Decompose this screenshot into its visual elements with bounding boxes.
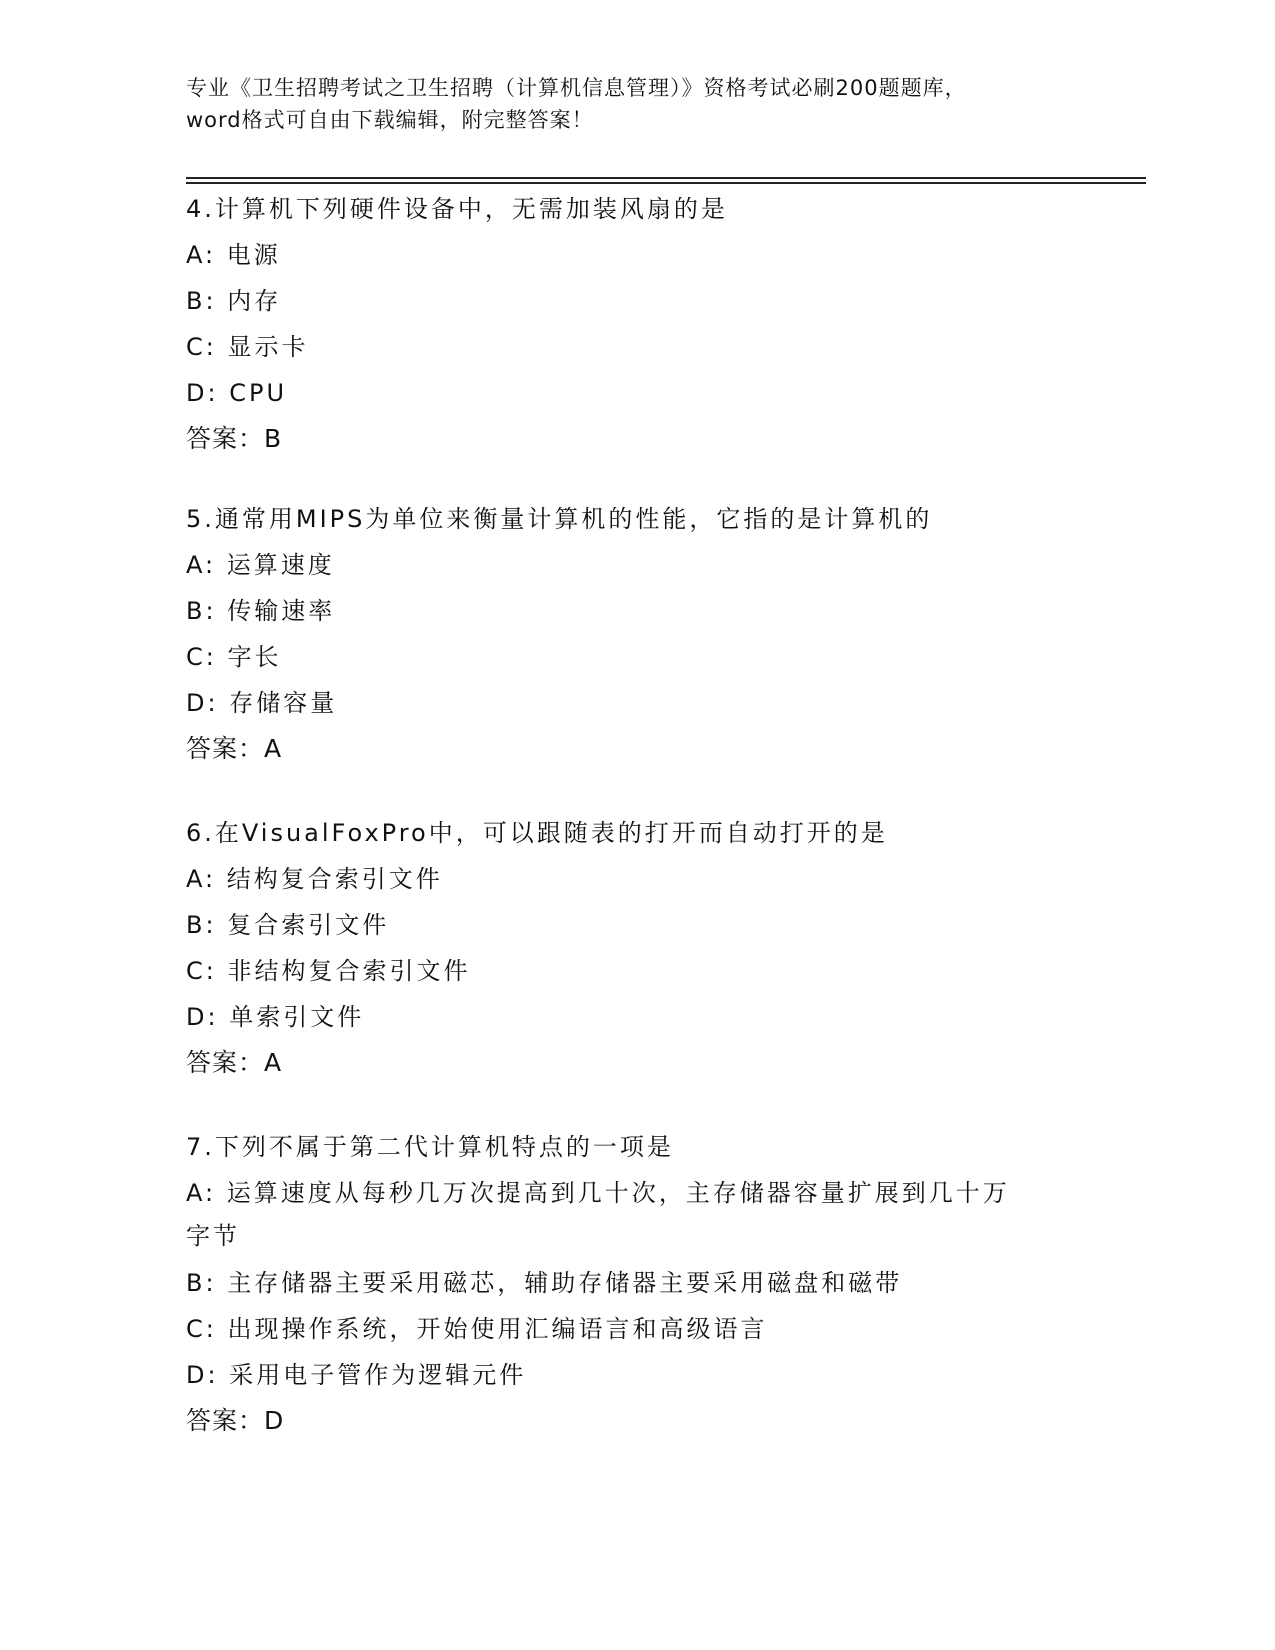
option-text: 非结构复合索引文件 [227,957,471,985]
answer-line: 答案：A [186,734,283,763]
question-stem: 6.在VisualFoxPro中，可以跟随表的打开而自动打开的是 [186,819,888,847]
question-stem: 5.通常用MIPS为单位来衡量计算机的性能，它指的是计算机的 [186,505,933,533]
option-a [186,1170,1146,1216]
option-letter: A: [186,551,217,579]
option-b [186,278,1146,324]
option-text: 运算速度从每秒几万次提高到几十次，主存储器容量扩展到几十万 [226,1179,1010,1207]
answer-line: 答案：B [186,424,283,453]
option-text: 单索引文件 [229,1003,365,1031]
option-letter: C: [186,1315,217,1343]
option-letter: B: [186,911,217,939]
option-text: 运算速度 [226,551,335,579]
option-text: 字长 [227,643,282,671]
option-c [186,324,1146,370]
option-d [186,1352,1146,1398]
option-text: 采用电子管作为逻辑元件 [229,1361,527,1389]
option-d [186,370,1146,416]
option-letter: B: [186,597,217,625]
option-letter: C: [186,643,217,671]
question-stem: 4.计算机下列硬件设备中，无需加装风扇的是 [186,195,728,223]
option-letter: D: [186,689,219,717]
option-b [186,1260,1146,1306]
question-4 [186,186,1146,462]
question-5 [186,496,1146,772]
option-d [186,994,1146,1040]
option-text: 存储容量 [229,689,338,717]
option-letter: C: [186,957,217,985]
header-line-2: word格式可自由下载编辑，附完整答案！ [186,108,594,132]
option-a [186,542,1146,588]
header-divider-bottom [186,182,1146,184]
option-text: 主存储器主要采用磁芯，辅助存储器主要采用磁盘和磁带 [227,1269,903,1297]
header-divider-top [186,177,1146,179]
answer-line: 答案：D [186,1406,285,1435]
option-letter: B: [186,1269,217,1297]
header-line-1: 专业《卫生招聘考试之卫生招聘（计算机信息管理）》资格考试必刷200题题库， [186,76,967,100]
option-c [186,634,1146,680]
option-letter: A: [186,865,217,893]
option-letter: D: [186,1361,219,1389]
option-letter: B: [186,287,217,315]
option-text: 结构复合索引文件 [226,865,443,893]
option-text: 复合索引文件 [227,911,390,939]
option-letter: D: [186,379,219,407]
option-c [186,1306,1146,1352]
option-a-continuation: 字节 [186,1222,240,1250]
question-6 [186,810,1146,1086]
option-b [186,588,1146,634]
option-a [186,856,1146,902]
option-d [186,680,1146,726]
option-b [186,902,1146,948]
option-text: 出现操作系统，开始使用汇编语言和高级语言 [227,1315,768,1343]
option-letter: D: [186,1003,219,1031]
option-letter: A: [186,241,217,269]
question-7 [186,1124,1146,1444]
option-a [186,232,1146,278]
option-text: 电源 [226,241,281,269]
question-stem: 7.下列不属于第二代计算机特点的一项是 [186,1133,674,1161]
option-text: 传输速率 [227,597,336,625]
option-text: CPU [229,379,288,407]
option-text: 内存 [227,287,282,315]
option-text: 显示卡 [227,333,309,361]
option-letter: A: [186,1179,217,1207]
option-letter: C: [186,333,217,361]
document-header [186,72,1086,136]
answer-line: 答案：A [186,1048,283,1077]
option-c [186,948,1146,994]
